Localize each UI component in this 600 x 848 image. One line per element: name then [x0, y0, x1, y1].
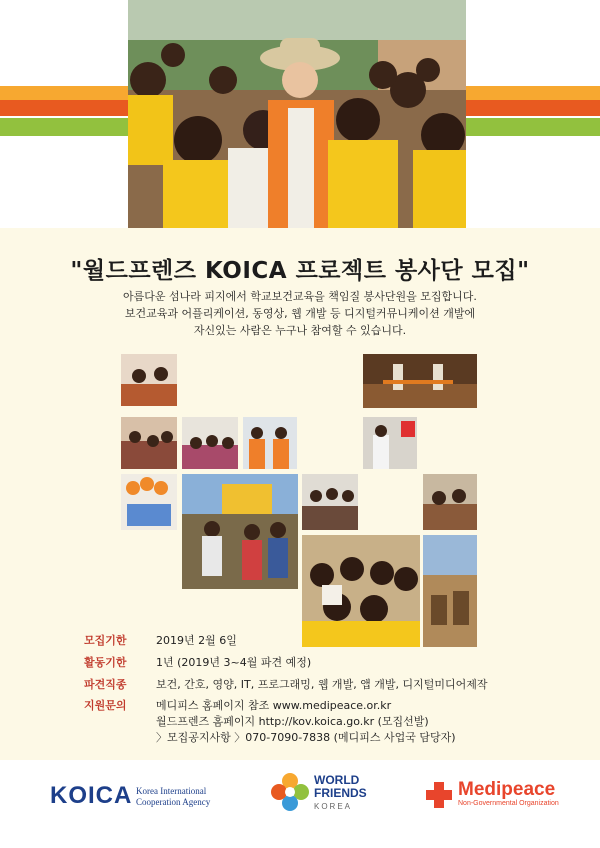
collage-photo: [121, 474, 177, 530]
medipeace-wordmark: Medipeace: [458, 779, 556, 800]
koica-sub-line-1: Korea International: [136, 786, 207, 796]
contact-label: 지원문의: [84, 699, 127, 712]
collage-photo: [423, 535, 477, 647]
jobs-row: [84, 676, 488, 692]
period-label: 활동기한: [84, 656, 127, 669]
medipeace-cross-icon: [424, 780, 454, 810]
wf-line-1: WORLD: [314, 773, 360, 787]
collage-photo: [182, 417, 238, 469]
collage-photo: [182, 474, 298, 589]
collage-photo: [302, 474, 358, 530]
collage-photo: [363, 354, 477, 408]
collage-photo: [423, 474, 477, 530]
collage-photo: [121, 354, 177, 406]
contact-line-1: 메디피스 홈페이지 참조 www.medipeace.or.kr: [156, 699, 392, 712]
jobs-label: 파견직종: [84, 678, 127, 691]
world-friends-logo: [270, 772, 367, 816]
world-friends-text: [314, 774, 367, 813]
intro-line-3: 자신있는 사람은 누구나 참여할 수 있습니다.: [193, 324, 407, 337]
world-friends-flower-icon: [270, 772, 310, 812]
collage-photo: [121, 417, 177, 469]
contact-line-2: 월드프렌즈 홈페이지 http://kov.koica.go.kr (모집선발): [156, 715, 429, 728]
intro-text: [80, 288, 520, 339]
collage-photo: [363, 417, 417, 469]
jobs-value: 보건, 간호, 영양, IT, 프로그래밍, 웹 개발, 앱 개발, 디지털미디어제작: [156, 678, 488, 691]
intro-line-1: 아름다운 섬나라 피지에서 학교보건교육을 책임질 봉사단원을 모집합니다.: [123, 290, 477, 303]
deadline-value: 2019년 2월 6일: [156, 634, 237, 647]
medipeace-logo: [424, 779, 559, 814]
koica-subtitle: [136, 786, 210, 808]
deadline-label: 모집기한: [84, 634, 127, 647]
hero-photo: [128, 0, 466, 228]
wf-line-3: KOREA: [314, 802, 353, 811]
period-value: 1년 (2019년 3~4월 파견 예정): [156, 656, 312, 669]
footer-logos: [0, 760, 600, 848]
koica-logo: [50, 782, 211, 810]
collage-photo: [243, 417, 297, 469]
koica-wordmark: KOICA: [50, 782, 133, 809]
contact-row: [84, 698, 456, 746]
contact-line-3: 〉모집공지사항 〉070-7090-7838 (메디피스 사업국 담당자): [156, 731, 456, 744]
medipeace-subtitle: Non-Governmental Organization: [458, 800, 559, 807]
period-row: [84, 654, 311, 670]
medipeace-text: [458, 780, 559, 807]
wf-line-2: FRIENDS: [314, 786, 367, 800]
deadline-row: [84, 632, 237, 648]
intro-line-2: 보건교육과 어플리케이션, 동영상, 웹 개발 등 디지털커뮤니케이션 개발에: [124, 307, 476, 320]
koica-sub-line-2: Cooperation Agency: [136, 797, 211, 807]
collage-photo: [302, 535, 420, 647]
page-title: "월드프렌즈 KOICA 프로젝트 봉사단 모집": [70, 258, 530, 284]
